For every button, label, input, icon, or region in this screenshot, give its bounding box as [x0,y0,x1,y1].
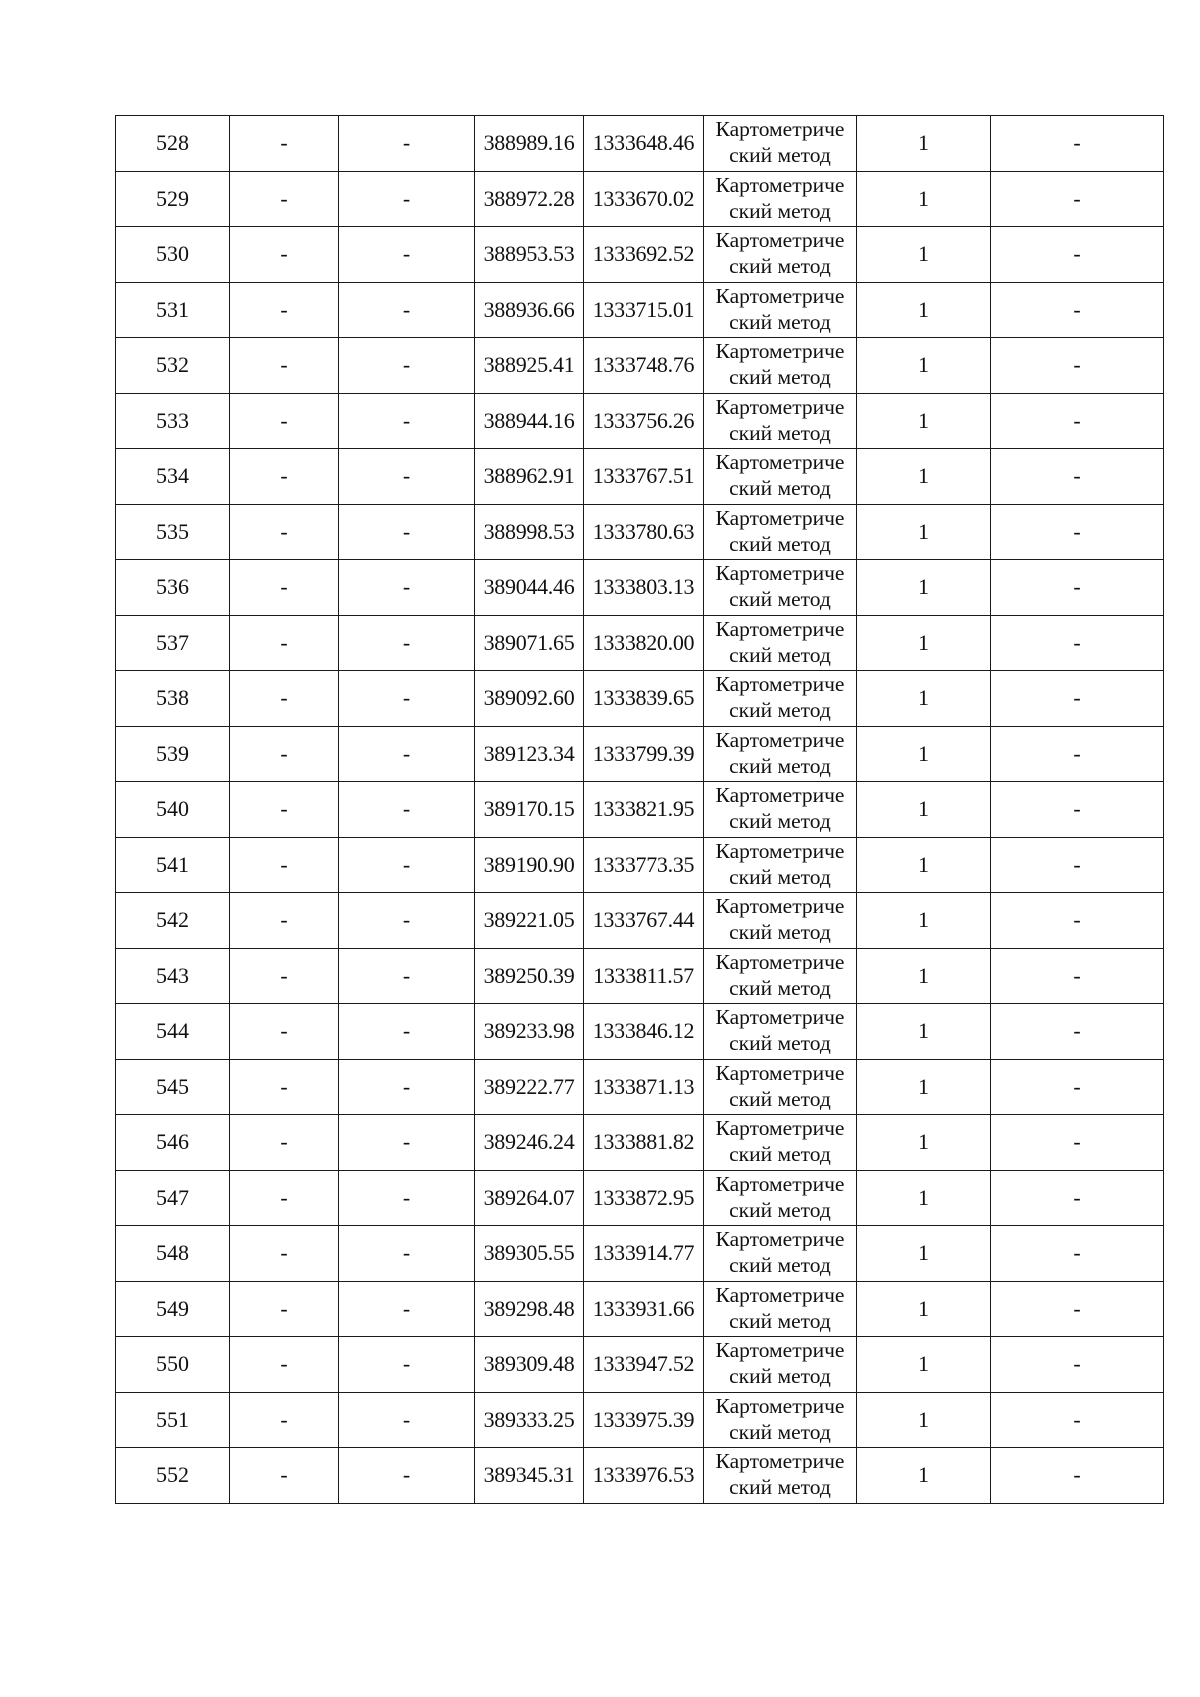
coordinate-x-cell: 388953.53 [475,227,584,283]
table-row [116,393,1164,449]
method-text-line1: Картометриче [715,505,845,530]
accuracy-cell: 1 [857,671,991,727]
method-text-line1: Картометриче [715,838,845,863]
method-text-line2: ский метод [729,309,831,334]
coordinate-y-cell: 1333871.13 [584,1059,704,1115]
point-number-cell: 535 [116,504,230,560]
coordinate-x-cell: 388925.41 [475,338,584,394]
point-number-cell: 545 [116,1059,230,1115]
coordinate-y-cell: 1333767.44 [584,893,704,949]
note-cell: - [991,1059,1164,1115]
method-text-line2: ский метод [729,698,831,722]
method-text-line2: ский метод [729,975,831,1000]
table-row [116,726,1164,782]
accuracy-cell: 1 [857,1170,991,1226]
point-number-cell: 529 [116,171,230,227]
method-text-line1: Картометриче [715,561,845,585]
coordinate-y-cell: 1333839.65 [584,671,704,727]
method-text-line1: Картометриче [715,1338,845,1362]
table-row [116,1115,1164,1171]
dash-cell-a: - [230,393,339,449]
dash-cell-a: - [230,615,339,671]
accuracy-cell: 1 [857,726,991,782]
method-text-line1: Картометриче [715,1393,845,1418]
coordinate-x-cell: 389221.05 [475,893,584,949]
dash-cell-a: - [230,1392,339,1448]
coordinate-y-cell: 1333931.66 [584,1281,704,1337]
method-text-line2: ский метод [729,1086,831,1111]
note-cell: - [991,282,1164,338]
dash-cell-a: - [230,1004,339,1060]
note-cell: - [991,1170,1164,1226]
coordinate-x-cell: 388989.16 [475,116,584,172]
dash-cell-a: - [230,449,339,505]
accuracy-cell: 1 [857,116,991,172]
note-cell: - [991,1115,1164,1171]
accuracy-cell: 1 [857,1448,991,1504]
dash-cell-b: - [339,726,475,782]
note-cell: - [991,615,1164,671]
accuracy-cell: 1 [857,1281,991,1337]
method-cell [704,449,857,505]
table-row [116,1337,1164,1393]
accuracy-cell: 1 [857,504,991,560]
point-number-cell: 543 [116,948,230,1004]
method-text-line1: Картометриче [715,616,845,641]
note-cell: - [991,1226,1164,1282]
dash-cell-a: - [230,560,339,616]
point-number-cell: 534 [116,449,230,505]
point-number-cell: 544 [116,1004,230,1060]
coordinate-x-cell: 389305.55 [475,1226,584,1282]
dash-cell-a: - [230,1170,339,1226]
method-cell [704,171,857,227]
method-cell [704,1059,857,1115]
method-cell [704,1226,857,1282]
method-text-line1: Картометриче [715,727,845,752]
dash-cell-a: - [230,1226,339,1282]
method-text-line2: ский метод [729,587,831,611]
accuracy-cell: 1 [857,449,991,505]
coordinate-x-cell: 388972.28 [475,171,584,227]
coordinate-y-cell: 1333715.01 [584,282,704,338]
note-cell: - [991,171,1164,227]
method-cell [704,282,857,338]
point-number-cell: 540 [116,782,230,838]
dash-cell-b: - [339,1004,475,1060]
point-number-cell: 548 [116,1226,230,1282]
table-row [116,449,1164,505]
point-number-cell: 542 [116,893,230,949]
method-text-line2: ский метод [729,365,831,389]
table-row [116,171,1164,227]
dash-cell-b: - [339,1170,475,1226]
dash-cell-b: - [339,671,475,727]
accuracy-cell: 1 [857,782,991,838]
method-text-line1: Картометриче [715,1227,845,1251]
dash-cell-a: - [230,671,339,727]
table-row [116,560,1164,616]
method-text-line1: Картометриче [715,394,845,419]
accuracy-cell: 1 [857,560,991,616]
coordinate-y-cell: 1333803.13 [584,560,704,616]
point-number-cell: 541 [116,837,230,893]
method-text-line1: Картометриче [715,1116,845,1140]
coordinate-x-cell: 389092.60 [475,671,584,727]
coordinate-y-cell: 1333692.52 [584,227,704,283]
method-text-line2: ский метод [729,254,831,278]
table-row [116,948,1164,1004]
method-text-line2: ский метод [729,809,831,833]
method-text-line2: ский метод [729,198,831,223]
method-text-line1: Картометриче [715,450,845,474]
coordinate-x-cell: 389190.90 [475,837,584,893]
coordinate-y-cell: 1333872.95 [584,1170,704,1226]
table-row [116,1281,1164,1337]
point-number-cell: 546 [116,1115,230,1171]
note-cell: - [991,116,1164,172]
table-row [116,227,1164,283]
note-cell: - [991,1448,1164,1504]
note-cell: - [991,837,1164,893]
coordinate-y-cell: 1333821.95 [584,782,704,838]
dash-cell-b: - [339,615,475,671]
coordinate-x-cell: 389233.98 [475,1004,584,1060]
method-text-line1: Картометриче [715,1171,845,1196]
coordinate-y-cell: 1333799.39 [584,726,704,782]
coordinate-y-cell: 1333947.52 [584,1337,704,1393]
coordinate-x-cell: 389246.24 [475,1115,584,1171]
method-text-line2: ский метод [729,1253,831,1277]
note-cell: - [991,449,1164,505]
table-row [116,1226,1164,1282]
dash-cell-a: - [230,227,339,283]
method-text-line1: Картометриче [715,228,845,252]
point-number-cell: 538 [116,671,230,727]
method-cell [704,338,857,394]
dash-cell-b: - [339,1392,475,1448]
dash-cell-b: - [339,338,475,394]
method-cell [704,1448,857,1504]
point-number-cell: 536 [116,560,230,616]
dash-cell-b: - [339,449,475,505]
note-cell: - [991,726,1164,782]
method-cell [704,893,857,949]
table-row [116,116,1164,172]
method-text-line2: ский метод [729,531,831,556]
coordinate-y-cell: 1333773.35 [584,837,704,893]
table-row [116,338,1164,394]
method-text-line2: ский метод [729,420,831,445]
point-number-cell: 552 [116,1448,230,1504]
coordinate-y-cell: 1333748.76 [584,338,704,394]
accuracy-cell: 1 [857,338,991,394]
method-cell [704,1392,857,1448]
table-row [116,615,1164,671]
table-row [116,1004,1164,1060]
method-text-line2: ский метод [729,753,831,778]
dash-cell-b: - [339,227,475,283]
dash-cell-b: - [339,1115,475,1171]
dash-cell-b: - [339,282,475,338]
coordinate-y-cell: 1333914.77 [584,1226,704,1282]
dash-cell-b: - [339,504,475,560]
method-text-line1: Картометриче [715,672,845,696]
point-number-cell: 530 [116,227,230,283]
table-row [116,1170,1164,1226]
coordinate-y-cell: 1333780.63 [584,504,704,560]
table-row [116,893,1164,949]
method-cell [704,393,857,449]
dash-cell-a: - [230,504,339,560]
method-text-line2: ский метод [729,476,831,500]
coordinate-x-cell: 389264.07 [475,1170,584,1226]
note-cell: - [991,504,1164,560]
method-text-line1: Картометриче [715,1282,845,1307]
accuracy-cell: 1 [857,1226,991,1282]
coordinate-x-cell: 389123.34 [475,726,584,782]
coordinate-y-cell: 1333767.51 [584,449,704,505]
dash-cell-a: - [230,1448,339,1504]
method-text-line2: ский метод [729,1142,831,1166]
coordinate-y-cell: 1333820.00 [584,615,704,671]
coordinate-x-cell: 389345.31 [475,1448,584,1504]
accuracy-cell: 1 [857,171,991,227]
point-number-cell: 551 [116,1392,230,1448]
table-row [116,504,1164,560]
table-row [116,1448,1164,1504]
method-cell [704,560,857,616]
accuracy-cell: 1 [857,393,991,449]
coordinate-y-cell: 1333976.53 [584,1448,704,1504]
point-number-cell: 533 [116,393,230,449]
accuracy-cell: 1 [857,1059,991,1115]
coordinate-y-cell: 1333881.82 [584,1115,704,1171]
accuracy-cell: 1 [857,227,991,283]
dash-cell-b: - [339,393,475,449]
point-number-cell: 549 [116,1281,230,1337]
dash-cell-a: - [230,1337,339,1393]
coordinate-y-cell: 1333648.46 [584,116,704,172]
dash-cell-a: - [230,837,339,893]
method-text-line2: ский метод [729,1475,831,1499]
method-cell [704,116,857,172]
point-number-cell: 547 [116,1170,230,1226]
dash-cell-b: - [339,893,475,949]
accuracy-cell: 1 [857,893,991,949]
table-row [116,837,1164,893]
coordinate-x-cell: 389222.77 [475,1059,584,1115]
method-text-line2: ский метод [729,1197,831,1222]
method-text-line1: Картометриче [715,894,845,918]
method-cell [704,671,857,727]
dash-cell-b: - [339,1448,475,1504]
method-cell [704,1004,857,1060]
note-cell: - [991,782,1164,838]
point-number-cell: 539 [116,726,230,782]
dash-cell-a: - [230,116,339,172]
method-cell [704,726,857,782]
coordinate-x-cell: 389309.48 [475,1337,584,1393]
note-cell: - [991,338,1164,394]
method-cell [704,1115,857,1171]
coordinate-y-cell: 1333756.26 [584,393,704,449]
method-cell [704,227,857,283]
coordinate-x-cell: 389170.15 [475,782,584,838]
dash-cell-b: - [339,1226,475,1282]
method-text-line2: ский метод [729,920,831,944]
method-text-line1: Картометриче [715,949,845,974]
method-text-line2: ский метод [729,1031,831,1055]
coordinate-x-cell: 389333.25 [475,1392,584,1448]
coordinates-table [115,115,1164,1504]
table-row [116,782,1164,838]
method-cell [704,504,857,560]
accuracy-cell: 1 [857,837,991,893]
coordinate-y-cell: 1333670.02 [584,171,704,227]
dash-cell-b: - [339,1059,475,1115]
method-text-line1: Картометриче [715,1449,845,1473]
method-cell [704,837,857,893]
accuracy-cell: 1 [857,1337,991,1393]
dash-cell-b: - [339,116,475,172]
note-cell: - [991,671,1164,727]
note-cell: - [991,1337,1164,1393]
point-number-cell: 531 [116,282,230,338]
accuracy-cell: 1 [857,615,991,671]
method-text-line2: ский метод [729,642,831,667]
dash-cell-b: - [339,948,475,1004]
coordinate-x-cell: 388944.16 [475,393,584,449]
method-text-line2: ский метод [729,864,831,889]
method-text-line1: Картометриче [715,339,845,363]
note-cell: - [991,227,1164,283]
note-cell: - [991,1392,1164,1448]
note-cell: - [991,1004,1164,1060]
note-cell: - [991,560,1164,616]
table-row [116,282,1164,338]
coordinate-x-cell: 389298.48 [475,1281,584,1337]
dash-cell-a: - [230,282,339,338]
coordinate-x-cell: 389250.39 [475,948,584,1004]
dash-cell-b: - [339,837,475,893]
method-cell [704,1170,857,1226]
table-body [116,116,1164,1504]
dash-cell-b: - [339,171,475,227]
point-number-cell: 537 [116,615,230,671]
dash-cell-a: - [230,1115,339,1171]
method-text-line2: ский метод [729,1308,831,1333]
note-cell: - [991,948,1164,1004]
method-text-line2: ский метод [729,1419,831,1444]
coordinate-x-cell: 388962.91 [475,449,584,505]
method-text-line1: Картометриче [715,1005,845,1029]
accuracy-cell: 1 [857,282,991,338]
dash-cell-b: - [339,1281,475,1337]
method-text-line2: ский метод [729,143,831,167]
table-row [116,671,1164,727]
table-row [116,1059,1164,1115]
dash-cell-a: - [230,171,339,227]
coordinate-x-cell: 388998.53 [475,504,584,560]
method-cell [704,782,857,838]
accuracy-cell: 1 [857,948,991,1004]
method-text-line1: Картометриче [715,283,845,308]
dash-cell-b: - [339,560,475,616]
method-cell [704,1281,857,1337]
dash-cell-a: - [230,782,339,838]
method-cell [704,948,857,1004]
accuracy-cell: 1 [857,1392,991,1448]
point-number-cell: 532 [116,338,230,394]
point-number-cell: 528 [116,116,230,172]
method-text-line1: Картометриче [715,172,845,197]
accuracy-cell: 1 [857,1004,991,1060]
method-cell [704,1337,857,1393]
note-cell: - [991,893,1164,949]
coordinate-x-cell: 389071.65 [475,615,584,671]
method-text-line1: Картометриче [715,117,845,141]
coordinate-x-cell: 388936.66 [475,282,584,338]
dash-cell-b: - [339,782,475,838]
dash-cell-a: - [230,948,339,1004]
method-text-line1: Картометриче [715,783,845,807]
method-cell [704,615,857,671]
dash-cell-a: - [230,1059,339,1115]
coordinate-y-cell: 1333811.57 [584,948,704,1004]
coordinate-y-cell: 1333975.39 [584,1392,704,1448]
dash-cell-a: - [230,893,339,949]
coordinate-y-cell: 1333846.12 [584,1004,704,1060]
note-cell: - [991,1281,1164,1337]
dash-cell-a: - [230,1281,339,1337]
accuracy-cell: 1 [857,1115,991,1171]
point-number-cell: 550 [116,1337,230,1393]
coordinate-x-cell: 389044.46 [475,560,584,616]
dash-cell-a: - [230,726,339,782]
dash-cell-a: - [230,338,339,394]
table-row [116,1392,1164,1448]
method-text-line1: Картометриче [715,1060,845,1085]
dash-cell-b: - [339,1337,475,1393]
note-cell: - [991,393,1164,449]
method-text-line2: ский метод [729,1364,831,1388]
